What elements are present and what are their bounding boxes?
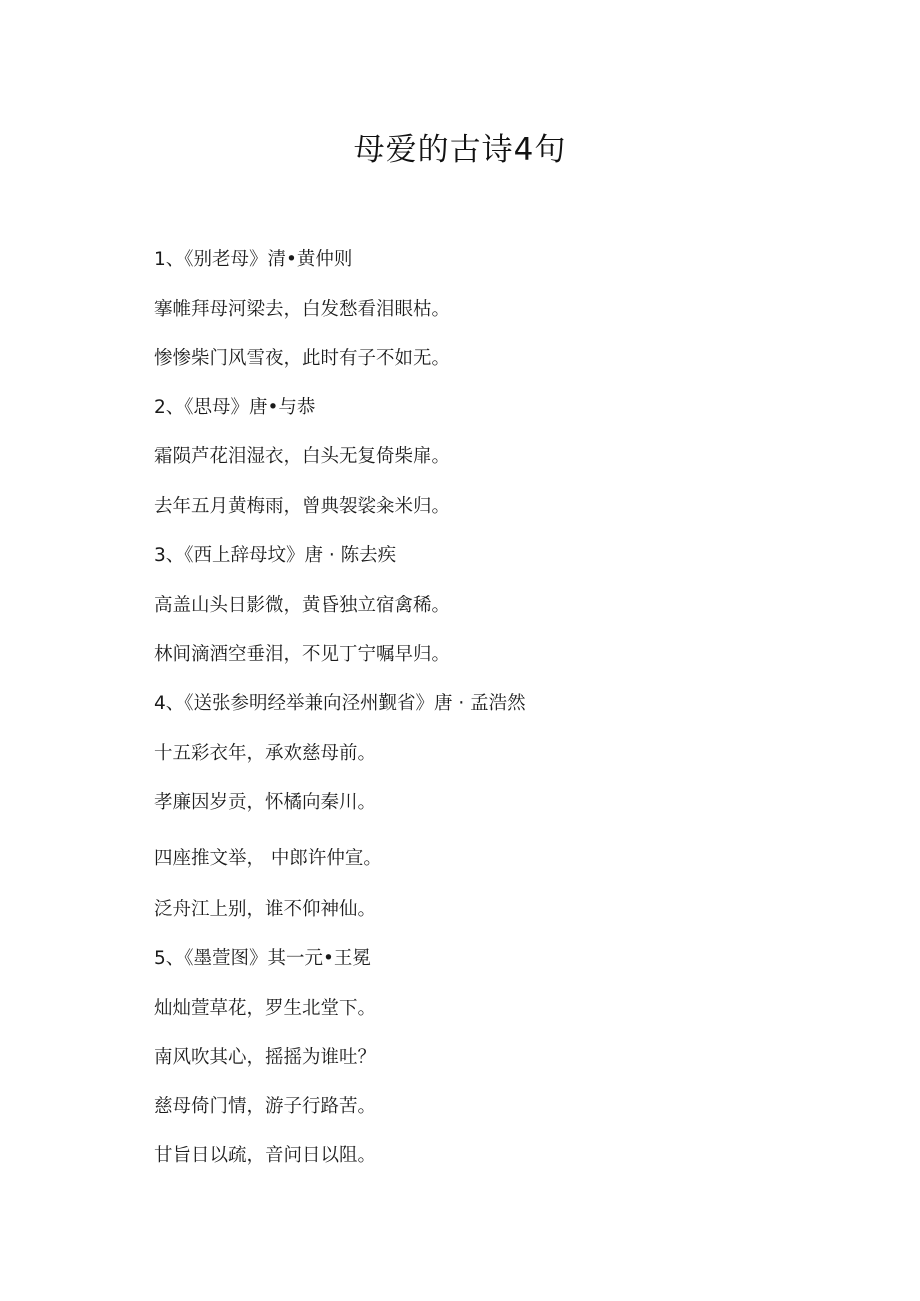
- poem-line: 灿灿萱草花，罗生北堂下。: [154, 998, 377, 1019]
- poem-line: 甘旨日以疏，音问日以阻。: [154, 1145, 377, 1166]
- poem-line: 泛舟江上别，谁不仰神仙。: [154, 899, 377, 920]
- poem-line: 孝廉因岁贡，怀橘向秦川。: [154, 792, 377, 813]
- poem-line: 搴帷拜母河梁去，白发愁看泪眼枯。: [154, 299, 451, 320]
- poem-line: 高盖山头日影微，黄昏独立宿禽稀。: [154, 595, 451, 616]
- poem-heading-2: 2、《思母》唐•与恭: [154, 397, 316, 418]
- poem-line: 去年五月黄梅雨，曾典袈裟籴米归。: [154, 496, 451, 517]
- poem-line: 霜陨芦花泪湿衣，白头无复倚柴扉。: [154, 446, 451, 467]
- poem-line: 南风吹其心，摇摇为谁吐？: [154, 1047, 377, 1068]
- poem-line: 慈母倚门情，游子行路苦。: [154, 1096, 377, 1117]
- poem-heading-4: 4、《送张参明经举兼向泾州觐省》唐 · 孟浩然: [154, 693, 526, 714]
- document-title: 母爱的古诗4句: [353, 132, 567, 168]
- poem-heading-1: 1、《别老母》清•黄仲则: [154, 249, 353, 270]
- poem-line: 四座推文举， 中郎许仲宣。: [154, 848, 382, 869]
- poem-line: 惨惨柴门风雪夜，此时有子不如无。: [154, 348, 451, 369]
- poem-line: 十五彩衣年，承欢慈母前。: [154, 743, 377, 764]
- poem-heading-5: 5、《墨萱图》其一元•王冕: [154, 948, 371, 969]
- poem-line: 林间滴酒空垂泪，不见丁宁嘱早归。: [154, 644, 451, 665]
- poem-heading-3: 3、《西上辞母坟》唐 · 陈去疾: [154, 545, 397, 566]
